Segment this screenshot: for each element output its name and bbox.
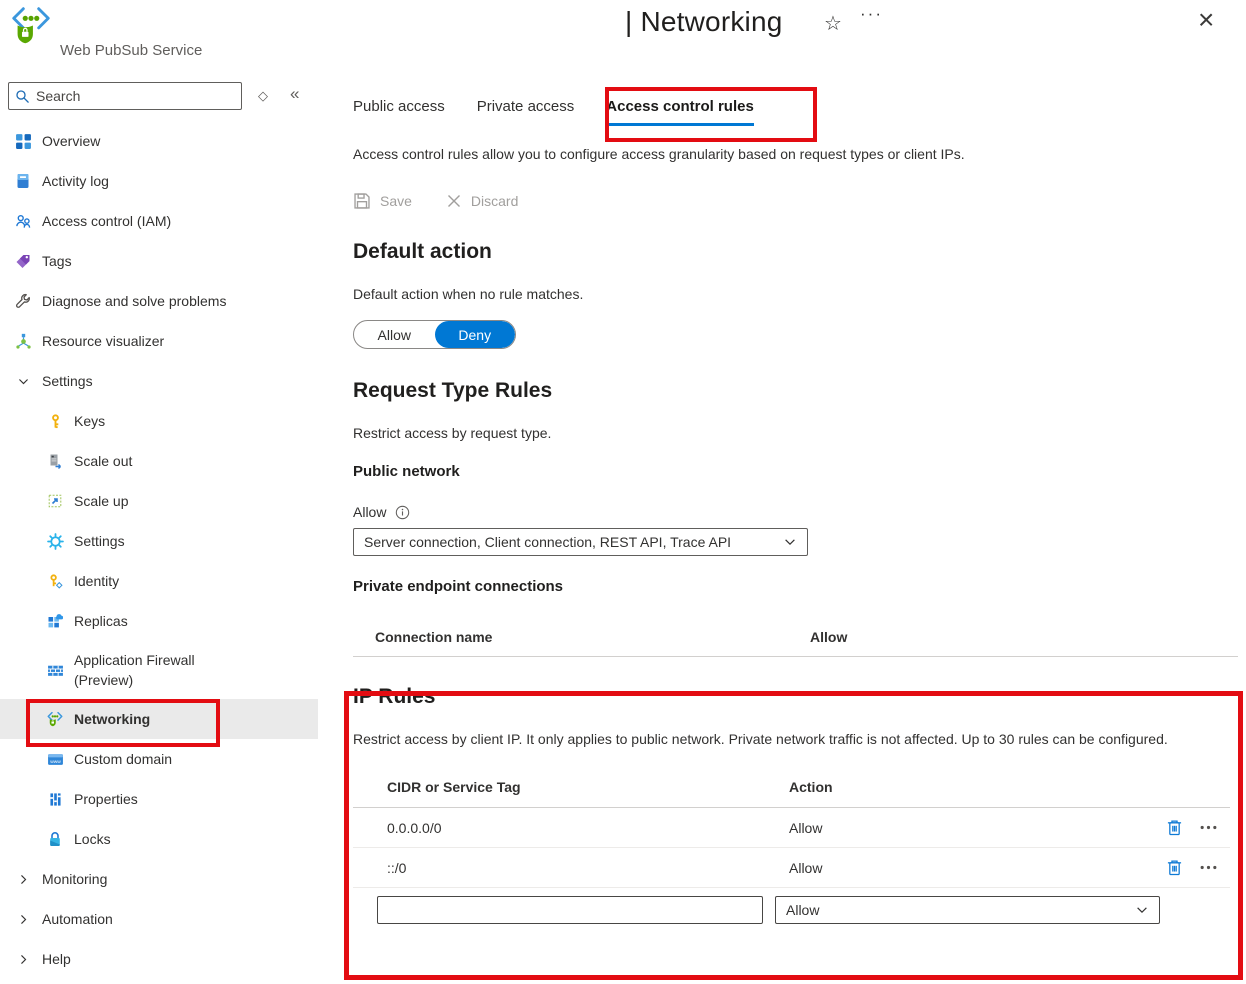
www-domain-icon bbox=[46, 750, 64, 768]
row-more-icon[interactable] bbox=[1199, 858, 1218, 877]
row-more-icon[interactable] bbox=[1199, 818, 1218, 837]
column-cidr: CIDR or Service Tag bbox=[387, 779, 521, 796]
chevron-right-icon bbox=[14, 910, 32, 928]
sidebar-item-application-firewall[interactable]: Application Firewall (Preview) bbox=[0, 641, 318, 699]
cidr-value: 0.0.0.0/0 bbox=[387, 819, 442, 836]
private-endpoint-title: Private endpoint connections bbox=[353, 578, 564, 595]
sidebar-item-custom-domain[interactable]: www Custom domain bbox=[0, 739, 318, 779]
sidebar-search-box[interactable] bbox=[8, 82, 242, 110]
allow-option[interactable]: Allow bbox=[377, 326, 411, 343]
column-action: Action bbox=[789, 779, 833, 796]
sidebar-item-resource-visualizer[interactable]: Resource visualizer bbox=[0, 321, 318, 361]
sidebar-item-overview[interactable]: Overview bbox=[0, 121, 318, 161]
lock-icon bbox=[46, 830, 64, 848]
firewall-icon bbox=[46, 661, 64, 679]
sidebar-item-identity[interactable]: Identity bbox=[0, 561, 318, 601]
default-action-description: Default action when no rule matches. bbox=[353, 286, 584, 302]
tab-private-access[interactable]: Private access bbox=[476, 98, 575, 115]
allow-label: Allow bbox=[353, 504, 387, 520]
main-content bbox=[318, 66, 1246, 984]
action-dropdown[interactable]: Allow bbox=[775, 896, 1160, 924]
chevron-right-icon bbox=[14, 950, 32, 968]
tab-access-control-rules[interactable]: Access control rules bbox=[606, 98, 754, 126]
identity-key-icon bbox=[46, 572, 64, 590]
gear-icon bbox=[46, 532, 64, 550]
discard-button[interactable]: Discard bbox=[446, 193, 518, 209]
svg-text:www: www bbox=[49, 759, 61, 765]
sidebar-group-help[interactable]: Help bbox=[0, 939, 318, 979]
search-input[interactable] bbox=[36, 88, 235, 104]
top-header bbox=[0, 0, 1246, 66]
sidebar-nav bbox=[0, 121, 318, 979]
close-icon[interactable]: × bbox=[1198, 4, 1215, 35]
sidebar-item-settings[interactable]: Settings bbox=[0, 521, 318, 561]
cidr-value: ::/0 bbox=[387, 859, 407, 876]
chevron-down-icon bbox=[783, 535, 797, 549]
collapse-sidebar-icon[interactable]: « bbox=[290, 84, 300, 103]
default-action-toggle bbox=[353, 320, 516, 349]
properties-icon bbox=[46, 790, 64, 808]
sidebar-item-diagnose[interactable]: Diagnose and solve problems bbox=[0, 281, 318, 321]
wrench-icon bbox=[14, 292, 32, 310]
resource-visualizer-icon bbox=[14, 332, 32, 350]
request-type-rules-title: Request Type Rules bbox=[353, 379, 553, 402]
app-title: Web PubSub Service bbox=[60, 42, 203, 59]
discard-x-icon bbox=[446, 193, 462, 209]
sidebar-group-automation[interactable]: Automation bbox=[0, 899, 318, 939]
sidebar-item-scale-out[interactable]: Scale out bbox=[0, 441, 318, 481]
column-allow: Allow bbox=[810, 629, 848, 645]
tag-icon bbox=[14, 252, 32, 270]
ip-rules-table-header bbox=[353, 779, 1238, 795]
scale-up-icon bbox=[46, 492, 64, 510]
request-type-rules-description: Restrict access by request type. bbox=[353, 425, 552, 441]
action-value: Allow bbox=[789, 819, 823, 836]
tab-description: Access control rules allow you to configure access granularity based on request types or client IPs. bbox=[353, 146, 965, 162]
people-icon bbox=[14, 212, 32, 230]
webpubsub-logo-icon bbox=[8, 2, 54, 48]
chevron-right-icon bbox=[14, 870, 32, 888]
resource-sidebar bbox=[0, 66, 318, 984]
overview-icon bbox=[14, 132, 32, 150]
sidebar-item-keys[interactable]: Keys bbox=[0, 401, 318, 441]
request-types-dropdown[interactable]: Server connection, Client connection, REST API, Trace API bbox=[353, 528, 808, 556]
ip-rule-new-row bbox=[353, 896, 1238, 924]
sidebar-search-row bbox=[0, 66, 318, 121]
reorder-icon[interactable]: ◇ bbox=[258, 88, 268, 103]
delete-trash-icon[interactable] bbox=[1166, 819, 1183, 836]
sidebar-group-monitoring[interactable]: Monitoring bbox=[0, 859, 318, 899]
sidebar-item-networking[interactable]: Networking bbox=[0, 699, 318, 739]
favorite-star-icon[interactable]: ☆ bbox=[824, 13, 842, 35]
column-connection-name: Connection name bbox=[375, 629, 493, 645]
action-value: Allow bbox=[789, 859, 823, 876]
sidebar-item-locks[interactable]: Locks bbox=[0, 819, 318, 859]
more-menu-icon[interactable]: ··· bbox=[860, 4, 883, 23]
command-bar bbox=[353, 192, 1238, 210]
scale-out-icon bbox=[46, 452, 64, 470]
ip-rules-title: IP Rules bbox=[353, 685, 436, 708]
public-network-label: Public network bbox=[353, 463, 460, 480]
delete-trash-icon[interactable] bbox=[1166, 859, 1183, 876]
cidr-input[interactable] bbox=[377, 896, 763, 924]
private-endpoint-table-header bbox=[353, 629, 1238, 645]
sidebar-item-access-control-iam[interactable]: Access control (IAM) bbox=[0, 201, 318, 241]
sidebar-item-activity-log[interactable]: Activity log bbox=[0, 161, 318, 201]
ip-rules-description: Restrict access by client IP. It only applies to public network. Private network traffic is not affected. Up to 30 rules can be configured. bbox=[353, 731, 1168, 747]
sidebar-item-tags[interactable]: Tags bbox=[0, 241, 318, 281]
sidebar-item-properties[interactable]: Properties bbox=[0, 779, 318, 819]
save-icon bbox=[353, 192, 371, 210]
tab-bar bbox=[353, 98, 1238, 126]
chevron-down-icon bbox=[1135, 903, 1149, 917]
ip-rule-row bbox=[353, 848, 1230, 888]
replicas-icon bbox=[46, 612, 64, 630]
tab-public-access[interactable]: Public access bbox=[353, 98, 445, 115]
allow-label-row bbox=[353, 504, 1238, 520]
save-button[interactable]: Save bbox=[353, 192, 412, 210]
table-divider bbox=[353, 656, 1238, 657]
networking-webpubsub-icon bbox=[46, 710, 64, 728]
sidebar-group-settings[interactable]: Settings bbox=[0, 361, 318, 401]
search-icon bbox=[15, 89, 30, 104]
key-icon bbox=[46, 412, 64, 430]
activity-log-icon bbox=[14, 172, 32, 190]
ip-rule-row bbox=[353, 808, 1230, 848]
chevron-down-icon bbox=[14, 372, 32, 390]
default-action-title: Default action bbox=[353, 240, 492, 263]
deny-option[interactable]: Deny bbox=[435, 321, 516, 348]
info-icon[interactable] bbox=[395, 505, 410, 520]
sidebar-item-scale-up[interactable]: Scale up bbox=[0, 481, 318, 521]
page-title: | Networking bbox=[625, 6, 783, 37]
sidebar-item-replicas[interactable]: Replicas bbox=[0, 601, 318, 641]
